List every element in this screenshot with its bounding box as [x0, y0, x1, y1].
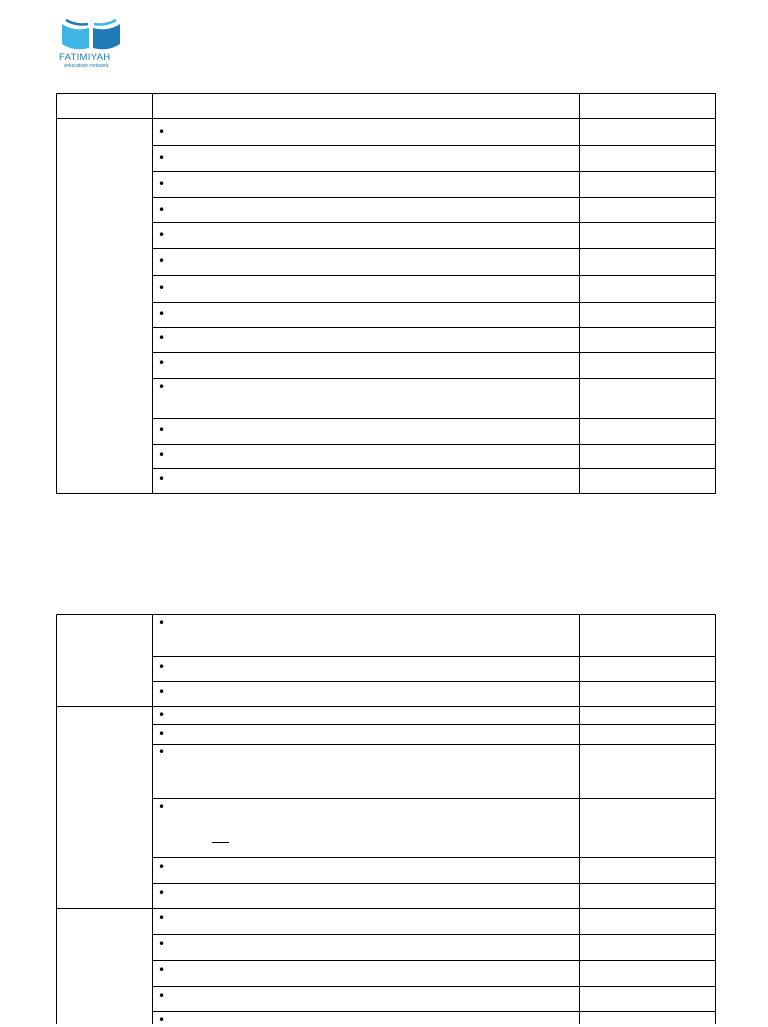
bullet-icon: • [158, 685, 166, 699]
bullet-icon: • [158, 472, 166, 486]
bullet-icon: • [158, 727, 166, 741]
bullet-icon: • [158, 989, 166, 1003]
bullet-icon: • [158, 1013, 166, 1027]
bullet-icon: • [158, 228, 166, 242]
bullet-icon: • [158, 356, 166, 370]
bullet-icon: • [158, 281, 166, 295]
bullet-icon: • [158, 860, 166, 874]
bullet-icon: • [158, 911, 166, 925]
bullet-icon: • [158, 177, 166, 191]
bullet-icon: • [158, 307, 166, 321]
bullet-icon: • [158, 616, 166, 630]
bullet-icon: • [158, 886, 166, 900]
bullet-icon: • [158, 331, 166, 345]
table1-border [57, 94, 716, 494]
bullet-icon: • [158, 937, 166, 951]
bullet-icon: • [158, 708, 166, 722]
bullet-icon: • [158, 745, 166, 759]
logo-tagline: education network [64, 63, 109, 69]
bullet-icon: • [158, 423, 166, 437]
bullet-icon: • [158, 380, 166, 394]
bullet-icon: • [158, 800, 166, 814]
bullet-icon: • [158, 963, 166, 977]
bullet-icon: • [158, 254, 166, 268]
bullet-icon: • [158, 660, 166, 674]
bullet-icon: • [158, 125, 166, 139]
bullet-icon: • [158, 203, 166, 217]
logo-wordmark: FATIMIYAH [59, 52, 111, 63]
bullet-icon: • [158, 448, 166, 462]
bullet-icon: • [158, 151, 166, 165]
